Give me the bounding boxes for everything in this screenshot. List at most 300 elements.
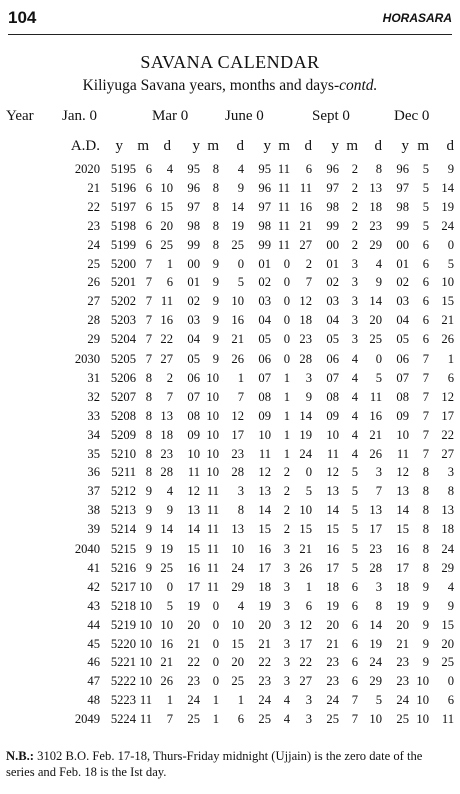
table-cell: 10	[139, 655, 152, 670]
table-cell: 5	[351, 522, 358, 537]
table-cell: 9	[447, 598, 454, 613]
table-cell: 13	[231, 522, 244, 537]
column-header: m	[346, 138, 358, 154]
table-cell: 8	[145, 370, 152, 385]
table-cell: 26	[231, 352, 244, 366]
table-cell: 09	[326, 408, 339, 423]
table-cell: 99	[396, 218, 409, 233]
table-cell: 3	[283, 542, 290, 556]
table-cell: 01	[187, 275, 200, 290]
table-cell: 21	[187, 636, 200, 651]
table-cell: 11	[277, 162, 290, 176]
table-cell: 24	[326, 693, 339, 708]
table-cell: 16	[258, 542, 271, 556]
year-ad-cell: 23	[87, 218, 100, 233]
table-cell: 24	[441, 542, 454, 556]
table-cell: 02	[326, 275, 339, 290]
table-cell: 7	[422, 408, 429, 423]
kali-year-cell: 5201	[110, 275, 136, 290]
table-cell: 9	[212, 256, 219, 271]
table-cell: 29	[369, 237, 382, 252]
table-cell: 29	[231, 579, 244, 594]
table-cell: 3	[375, 465, 382, 480]
year-ad-cell: 2020	[74, 162, 100, 176]
table-cell: 26	[441, 332, 454, 347]
table-cell: 7	[422, 427, 429, 442]
table-cell: 24	[299, 446, 312, 461]
table-cell: 8	[375, 162, 382, 176]
table-cell: 5	[166, 598, 173, 613]
table-cell: 9	[212, 313, 219, 328]
table-cell: 5	[237, 275, 244, 290]
table-cell: 27	[441, 446, 454, 461]
kali-year-cell: 5223	[110, 693, 136, 708]
table-cell: 0	[212, 598, 219, 613]
table-cell: 2	[283, 522, 290, 537]
year-ad-cell: 26	[87, 275, 100, 290]
table-cell: 4	[351, 370, 358, 385]
table-cell: 6	[351, 655, 358, 670]
table-cell: 19	[396, 598, 409, 613]
column-header: y	[115, 138, 123, 154]
table-cell: 14	[396, 503, 409, 518]
table-cell: 06	[396, 352, 409, 366]
table-cell: 11	[277, 199, 290, 214]
table-cell: 6	[422, 237, 429, 252]
footnote-label: N.B.:	[6, 749, 34, 763]
table-cell: 07	[396, 370, 409, 385]
table-cell: 11	[187, 465, 200, 480]
table-cell: 97	[258, 199, 271, 214]
table-cell: 10	[139, 636, 152, 651]
table-cell: 8	[447, 484, 454, 499]
table-cell: 27	[160, 352, 173, 366]
table-cell: 23	[369, 542, 382, 556]
table-cell: 4	[166, 484, 173, 499]
table-cell: 98	[258, 218, 271, 233]
table-cell: 14	[369, 294, 382, 309]
kali-year-cell: 5198	[110, 218, 136, 233]
table-cell: 5	[351, 465, 358, 480]
table-cell: 11	[206, 560, 219, 575]
table-cell: 8	[212, 162, 219, 176]
table-cell: 20	[187, 617, 200, 632]
table-cell: 16	[299, 199, 312, 214]
table-cell: 7	[145, 332, 152, 347]
table-cell: 20	[441, 636, 454, 651]
table-cell: 10	[206, 427, 219, 442]
table-cell: 1	[305, 579, 312, 594]
table-cell: 6	[447, 370, 454, 385]
table-cell: 0	[305, 465, 312, 480]
table-cell: 97	[396, 180, 409, 195]
table-cell: 04	[326, 313, 339, 328]
kali-year-cell: 5213	[110, 503, 136, 518]
year-ad-cell: 28	[87, 313, 100, 328]
table-cell: 9	[212, 294, 219, 309]
table-cell: 3	[351, 256, 358, 271]
table-cell: 9	[422, 617, 429, 632]
table-cell: 15	[396, 522, 409, 537]
table-cell: 11	[160, 294, 173, 309]
table-cell: 9	[422, 598, 429, 613]
year-ad-cell: 45	[87, 636, 100, 651]
table-cell: 23	[160, 446, 173, 461]
table-cell: 6	[351, 598, 358, 613]
table-cell: 6	[422, 313, 429, 328]
table-cell: 4	[351, 389, 358, 404]
column-header: d	[236, 138, 244, 154]
table-cell: 95	[258, 162, 271, 176]
year-ad-cell: 47	[87, 674, 100, 689]
table-cell: 10	[187, 446, 200, 461]
table-cell: 97	[187, 199, 200, 214]
table-cell: 5	[351, 542, 358, 556]
table-cell: 7	[422, 389, 429, 404]
table-cell: 10	[416, 712, 429, 727]
table-cell: 4	[351, 427, 358, 442]
table-cell: 3	[283, 655, 290, 670]
column-header: m	[207, 138, 219, 154]
table-cell: 25	[396, 712, 409, 727]
table-cell: 13	[160, 408, 173, 423]
year-ad-cell: 29	[87, 332, 100, 347]
table-cell: 18	[369, 199, 382, 214]
table-cell: 21	[299, 218, 312, 233]
table-cell: 11	[277, 218, 290, 233]
table-cell: 4	[375, 256, 382, 271]
table-cell: 16	[160, 313, 173, 328]
table-cell: 27	[299, 237, 312, 252]
table-cell: 3	[305, 370, 312, 385]
table-cell: 19	[441, 199, 454, 214]
month-header: Year	[6, 108, 34, 124]
column-header: m	[137, 138, 149, 154]
table-cell: 02	[258, 275, 271, 290]
column-header: A.D.	[70, 138, 100, 154]
table-cell: 99	[187, 237, 200, 252]
table-cell: 0	[283, 294, 290, 309]
footnote-text: 3102 B.O. Feb. 17-18, Thurs-Friday midnight (Ujjain) is the zero date of the series and Feb. 18 is the Ist day.	[6, 749, 423, 779]
kali-year-cell: 5218	[110, 598, 136, 613]
table-cell: 00	[396, 237, 409, 252]
table-cell: 0	[447, 674, 454, 689]
table-cell: 16	[326, 542, 339, 556]
table-cell: 0	[283, 332, 290, 347]
table-cell: 0	[375, 352, 382, 366]
table-cell: 06	[187, 370, 200, 385]
table-cell: 10	[326, 427, 339, 442]
table-cell: 18	[258, 579, 271, 594]
table-cell: 3	[283, 674, 290, 689]
column-header: d	[374, 138, 382, 154]
table-cell: 09	[258, 408, 271, 423]
table-cell: 16	[160, 636, 173, 651]
table-cell: 11	[206, 503, 219, 518]
month-header: Jan. 0	[62, 108, 97, 124]
table-cell: 08	[326, 389, 339, 404]
table-cell: 97	[326, 180, 339, 195]
table-cell: 21	[369, 427, 382, 442]
table-cell: 9	[305, 389, 312, 404]
table-cell: 25	[441, 655, 454, 670]
column-header: y	[192, 138, 200, 154]
table-cell: 03	[187, 313, 200, 328]
table-cell: 12	[299, 617, 312, 632]
table-cell: 9	[212, 275, 219, 290]
table-cell: 6	[422, 256, 429, 271]
table-cell: 4	[283, 712, 290, 727]
table-cell: 8	[375, 598, 382, 613]
table-cell: 96	[187, 180, 200, 195]
table-cell: 17	[258, 560, 271, 575]
year-ad-cell: 41	[87, 560, 100, 575]
table-cell: 25	[258, 712, 271, 727]
table-cell: 9	[145, 542, 152, 556]
table-cell: 7	[305, 275, 312, 290]
table-cell: 19	[326, 598, 339, 613]
kali-year-cell: 5205	[110, 352, 136, 366]
year-ad-cell: 24	[87, 237, 100, 252]
table-cell: 12	[258, 465, 271, 480]
table-cell: 14	[299, 408, 312, 423]
table-cell: 1	[283, 446, 290, 461]
table-cell: 0	[166, 579, 173, 594]
table-cell: 08	[396, 389, 409, 404]
table-cell: 19	[369, 636, 382, 651]
table-cell: 15	[441, 294, 454, 309]
table-cell: 5	[422, 199, 429, 214]
table-cell: 0	[283, 352, 290, 366]
kali-year-cell: 5196	[110, 180, 136, 195]
table-cell: 10	[160, 617, 173, 632]
table-cell: 11	[441, 712, 454, 727]
table-cell: 1	[283, 408, 290, 423]
table-cell: 10	[206, 465, 219, 480]
year-ad-cell: 36	[87, 465, 100, 480]
table-cell: 04	[258, 313, 271, 328]
table-cell: 4	[351, 446, 358, 461]
year-ad-cell: 43	[87, 598, 100, 613]
table-cell: 12	[396, 465, 409, 480]
table-cell: 09	[396, 408, 409, 423]
table-cell: 00	[326, 237, 339, 252]
table-cell: 9	[447, 162, 454, 176]
table-cell: 21	[160, 655, 173, 670]
table-cell: 8	[422, 484, 429, 499]
table-cell: 7	[237, 389, 244, 404]
table-cell: 10	[231, 617, 244, 632]
table-cell: 3	[283, 617, 290, 632]
table-cell: 6	[305, 162, 312, 176]
table-cell: 11	[326, 446, 339, 461]
table-cell: 14	[160, 522, 173, 537]
kali-year-cell: 5203	[110, 313, 136, 328]
table-cell: 10	[416, 693, 429, 708]
table-cell: 23	[396, 655, 409, 670]
table-cell: 6	[237, 712, 244, 727]
table-cell: 6	[145, 162, 152, 176]
table-cell: 8	[145, 389, 152, 404]
table-cell: 1	[166, 693, 173, 708]
year-ad-cell: 38	[87, 503, 100, 518]
table-cell: 13	[326, 484, 339, 499]
table-cell: 2	[351, 199, 358, 214]
kali-year-cell: 5202	[110, 294, 136, 309]
table-cell: 1	[283, 389, 290, 404]
table-cell: 5	[351, 560, 358, 575]
table-cell: 25	[160, 237, 173, 252]
table-cell: 9	[422, 579, 429, 594]
table-cell: 28	[369, 560, 382, 575]
table-cell: 98	[187, 218, 200, 233]
table-cell: 0	[283, 256, 290, 271]
table-cell: 21	[258, 636, 271, 651]
table-cell: 7	[422, 370, 429, 385]
kali-year-cell: 5214	[110, 522, 136, 537]
kali-year-cell: 5217	[110, 579, 136, 594]
table-cell: 11	[206, 579, 219, 594]
table-cell: 6	[145, 218, 152, 233]
kali-year-cell: 5224	[110, 712, 136, 727]
table-cell: 10	[206, 389, 219, 404]
table-cell: 10	[369, 712, 382, 727]
year-ad-cell: 42	[87, 579, 100, 594]
table-cell: 6	[145, 237, 152, 252]
year-ad-cell: 2040	[74, 542, 100, 556]
table-cell: 11	[206, 542, 219, 556]
year-ad-cell: 39	[87, 522, 100, 537]
table-cell: 9	[212, 332, 219, 347]
table-cell: 18	[396, 579, 409, 594]
table-cell: 05	[187, 352, 200, 366]
table-cell: 11	[277, 237, 290, 252]
table-cell: 8	[212, 218, 219, 233]
table-cell: 4	[237, 598, 244, 613]
table-cell: 20	[396, 617, 409, 632]
table-cell: 9	[422, 655, 429, 670]
table-cell: 17	[299, 636, 312, 651]
table-cell: 10	[299, 503, 312, 518]
table-cell: 03	[396, 294, 409, 309]
kali-year-cell: 5195	[110, 162, 136, 176]
table-cell: 06	[258, 352, 271, 366]
year-ad-cell: 48	[87, 693, 100, 708]
table-cell: 3	[375, 579, 382, 594]
table-cell: 7	[145, 352, 152, 366]
table-cell: 18	[326, 579, 339, 594]
table-cell: 25	[231, 237, 244, 252]
table-cell: 07	[187, 389, 200, 404]
year-ad-cell: 33	[87, 408, 100, 423]
table-cell: 15	[187, 542, 200, 556]
table-cell: 0	[212, 636, 219, 651]
table-cell: 23	[326, 655, 339, 670]
table-cell: 6	[351, 579, 358, 594]
table-cell: 10	[206, 408, 219, 423]
table-cell: 3	[351, 313, 358, 328]
table-cell: 25	[369, 332, 382, 347]
table-cell: 17	[187, 579, 200, 594]
kali-year-cell: 5207	[110, 389, 136, 404]
table-cell: 3	[237, 484, 244, 499]
table-cell: 25	[187, 712, 200, 727]
table-cell: 17	[231, 427, 244, 442]
table-cell: 24	[231, 560, 244, 575]
table-cell: 7	[351, 693, 358, 708]
kali-year-cell: 5206	[110, 370, 136, 385]
page-number: 104	[8, 8, 37, 27]
table-cell: 15	[441, 617, 454, 632]
table-cell: 10	[139, 598, 152, 613]
column-header: d	[163, 138, 171, 154]
table-cell: 07	[326, 370, 339, 385]
year-ad-cell: 34	[87, 427, 100, 442]
year-ad-cell: 37	[87, 484, 100, 499]
table-cell: 7	[166, 389, 173, 404]
table-cell: 24	[369, 655, 382, 670]
table-cell: 29	[369, 674, 382, 689]
table-cell: 7	[422, 446, 429, 461]
table-cell: 5	[351, 503, 358, 518]
table-cell: 19	[160, 542, 173, 556]
table-cell: 9	[145, 560, 152, 575]
table-cell: 99	[258, 237, 271, 252]
table-cell: 02	[187, 294, 200, 309]
table-cell: 2	[283, 484, 290, 499]
footnote	[6, 748, 454, 780]
table-cell: 96	[326, 162, 339, 176]
month-header: Mar 0	[152, 108, 189, 124]
table-cell: 17	[396, 560, 409, 575]
table-cell: 20	[231, 655, 244, 670]
table-cell: 6	[305, 598, 312, 613]
year-ad-cell: 44	[87, 617, 100, 632]
table-cell: 2	[305, 256, 312, 271]
table-cell: 16	[231, 313, 244, 328]
table-cell: 6	[351, 636, 358, 651]
table-cell: 9	[237, 180, 244, 195]
year-ad-cell: 27	[87, 294, 100, 309]
table-cell: 14	[441, 180, 454, 195]
year-ad-cell: 46	[87, 655, 100, 670]
table-cell: 05	[258, 332, 271, 347]
table-cell: 3	[351, 332, 358, 347]
table-cell: 3	[447, 465, 454, 480]
table-cell: 15	[326, 522, 339, 537]
table-cell: 0	[212, 617, 219, 632]
table-cell: 28	[160, 465, 173, 480]
kali-year-cell: 5200	[110, 256, 136, 271]
table-cell: 95	[187, 162, 200, 176]
table-cell: 10	[416, 674, 429, 689]
table-cell: 21	[231, 332, 244, 347]
table-cell: 11	[369, 389, 382, 404]
table-cell: 8	[145, 446, 152, 461]
page-title: SAVANA CALENDAR	[140, 52, 320, 72]
table-cell: 21	[326, 636, 339, 651]
table-cell: 7	[375, 484, 382, 499]
table-cell: 8	[212, 237, 219, 252]
table-cell: 96	[258, 180, 271, 195]
table-cell: 00	[187, 256, 200, 271]
kali-year-cell: 5221	[110, 655, 136, 670]
table-cell: 16	[369, 408, 382, 423]
table-cell: 16	[396, 542, 409, 556]
table-cell: 11	[206, 522, 219, 537]
column-header: y	[401, 138, 409, 154]
table-cell: 08	[187, 408, 200, 423]
